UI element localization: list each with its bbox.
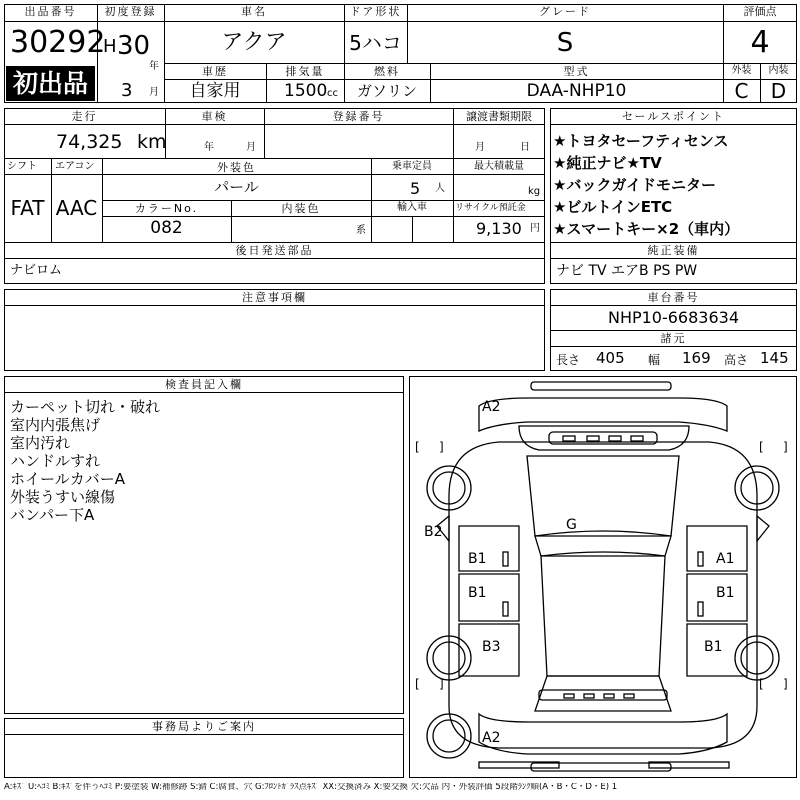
dims-label: 諸元 [660, 332, 687, 345]
inspector-line: 外装うすい線傷 [10, 488, 116, 506]
exterior-grade: C [734, 79, 749, 103]
int-color-unit: 系 [356, 225, 366, 236]
import-label: 輸入車 [397, 202, 427, 213]
svg-text:]: ] [439, 440, 444, 454]
color: パール [214, 178, 259, 196]
first-reg-label: 初度登録 [104, 5, 157, 18]
capacity-label: 乗車定員 [392, 161, 432, 172]
int-color-label: 内装色 [281, 202, 321, 215]
shift: FAT [10, 196, 45, 220]
color-no: 082 [150, 218, 183, 238]
first-listing-badge [6, 66, 95, 101]
reg-no-label: 登録番号 [332, 110, 385, 123]
fuel-label: 燃料 [374, 65, 400, 78]
inspector-line: ハンドルすれ [10, 452, 101, 470]
interior-grade: D [770, 79, 787, 103]
recycle-unit: 円 [530, 223, 540, 234]
color-label: 外装色 [217, 161, 256, 174]
transfer-day: 日 [520, 142, 530, 153]
svg-text:[: [ [759, 677, 764, 691]
lot-no-label: 出品番号 [24, 5, 77, 18]
inspector-line: 室内汚れ [10, 434, 71, 452]
car-name: アクア [221, 30, 287, 55]
history: 自家用 [189, 81, 241, 101]
mileage-unit: km [137, 131, 167, 153]
chassis-label: 車台番号 [647, 291, 700, 304]
inspector-line: 室内内張焦げ [10, 416, 101, 434]
damage-mark-front-bumper: A2 [482, 399, 501, 415]
exterior-label: 外装 [731, 65, 752, 76]
car-diagram [409, 376, 797, 778]
sales-point-item: ★バックガイドモニター [553, 176, 716, 194]
svg-text:]: ] [783, 440, 788, 454]
color-no-label: カラーNo. [134, 202, 199, 215]
month: 3 [121, 80, 133, 101]
displacement: 1500 [284, 81, 328, 101]
damage-mark-left-front-door: B1 [468, 551, 487, 567]
later-parts: ナビロム [10, 263, 63, 278]
damage-mark-left-quarter: B3 [482, 639, 501, 655]
damage-mark-right-quarter: B1 [704, 639, 723, 655]
height-label: 高さ [724, 353, 749, 367]
sales-point-item: ★トヨタセーフティセンス [553, 132, 729, 150]
svg-text:[: [ [759, 440, 764, 454]
damage-mark-left-rear-door: B1 [468, 585, 487, 601]
displacement-label: 排気量 [285, 65, 325, 78]
inspector-label: 検査員記入欄 [165, 378, 243, 391]
score: 4 [750, 25, 770, 60]
width-label: 幅 [648, 353, 661, 367]
grade: S [556, 28, 574, 58]
year-unit: 年 [149, 61, 159, 72]
capacity-unit: 人 [435, 183, 445, 194]
length-label: 長さ [556, 353, 581, 367]
damage-mark-left-front-fender: B2 [424, 524, 443, 540]
recycle-label: リサイクル預託金 [455, 203, 526, 213]
legend: A:ｷｽﾞ U:ﾍｺﾐ B:ｷｽﾞを伴うﾍｺﾐ P:要塗装 W:補修跡 S:錆 C:腐食、穴 G:ﾌﾛﾝﾄｶﾞﾗｽ点ｷｽﾞ XX:交換済み X:要交換 欠:欠品 内・外装評価 5段階ﾗﾝｸ順(A・B・C・D・E) 1 [4, 783, 618, 792]
sales-points-label: セールスポイント [621, 110, 725, 123]
office-label: 事務局よりご案内 [152, 720, 256, 733]
length: 405 [596, 349, 625, 367]
svg-text:]: ] [439, 677, 444, 691]
capacity: 5 [410, 179, 421, 198]
damage-mark-right-front-door: A1 [716, 551, 735, 567]
first-listing-text: 初出品 [12, 69, 88, 98]
inspection-month: 月 [246, 142, 256, 153]
ac-label: エアコン [55, 161, 95, 172]
svg-text:]: ] [783, 677, 788, 691]
inspector-line: バンパー下A [10, 506, 95, 524]
model: DAA-NHP10 [526, 81, 627, 101]
inspector-line: カーペット切れ・破れ [10, 398, 161, 416]
sales-point-item: ★ビルトインETC [553, 198, 673, 216]
equipment-label: 純正装備 [647, 244, 700, 257]
ac: AAC [55, 196, 98, 220]
load-label: 最大積載量 [474, 161, 524, 172]
mileage: 74,325 [56, 131, 123, 153]
fuel: ガソリン [356, 82, 417, 100]
door: 5ハコ [349, 31, 402, 55]
height: 145 [760, 349, 789, 367]
era: H [103, 36, 117, 57]
model-label: 型式 [563, 65, 590, 78]
sales-point-item: ★純正ナビ★TV [553, 154, 662, 172]
recycle: 9,130 [476, 219, 522, 238]
grade-label: グレード [539, 5, 591, 18]
lot-no: 30292 [10, 25, 106, 60]
inspection-label: 車検 [201, 110, 228, 123]
month-unit: 月 [149, 87, 159, 98]
damage-mark-rear-bumper: A2 [482, 730, 501, 746]
chassis-number: NHP10-6683634 [607, 308, 740, 327]
notes-label: 注意事項欄 [242, 291, 307, 304]
door-label: ドア形状 [349, 5, 402, 18]
year: 30 [117, 31, 151, 61]
transfer-label: 譲渡書類期限 [466, 110, 532, 123]
load-unit: kg [528, 186, 541, 197]
shift-label: シフト [7, 161, 37, 172]
width: 169 [682, 349, 711, 367]
equipment: ナビ TV エアB PS PW [556, 263, 698, 279]
inspector-line: ホイールカバーA [10, 470, 125, 488]
inspection-year: 年 [204, 142, 214, 153]
displacement-unit: cc [327, 88, 338, 99]
transfer-month: 月 [475, 142, 485, 153]
car-name-label: 車名 [241, 5, 267, 18]
history-label: 車歴 [202, 65, 228, 78]
later-parts-label: 後日発送部品 [235, 244, 314, 257]
sales-point-item: ★スマートキー×2（車内） [553, 220, 740, 238]
svg-text:[: [ [415, 440, 420, 454]
damage-mark-roof: G [566, 517, 577, 533]
interior-label: 内装 [768, 65, 789, 76]
score-label: 評価点 [743, 5, 777, 18]
mileage-label: 走行 [71, 110, 98, 123]
damage-mark-right-rear-door: B1 [716, 585, 735, 601]
svg-text:[: [ [415, 677, 420, 691]
